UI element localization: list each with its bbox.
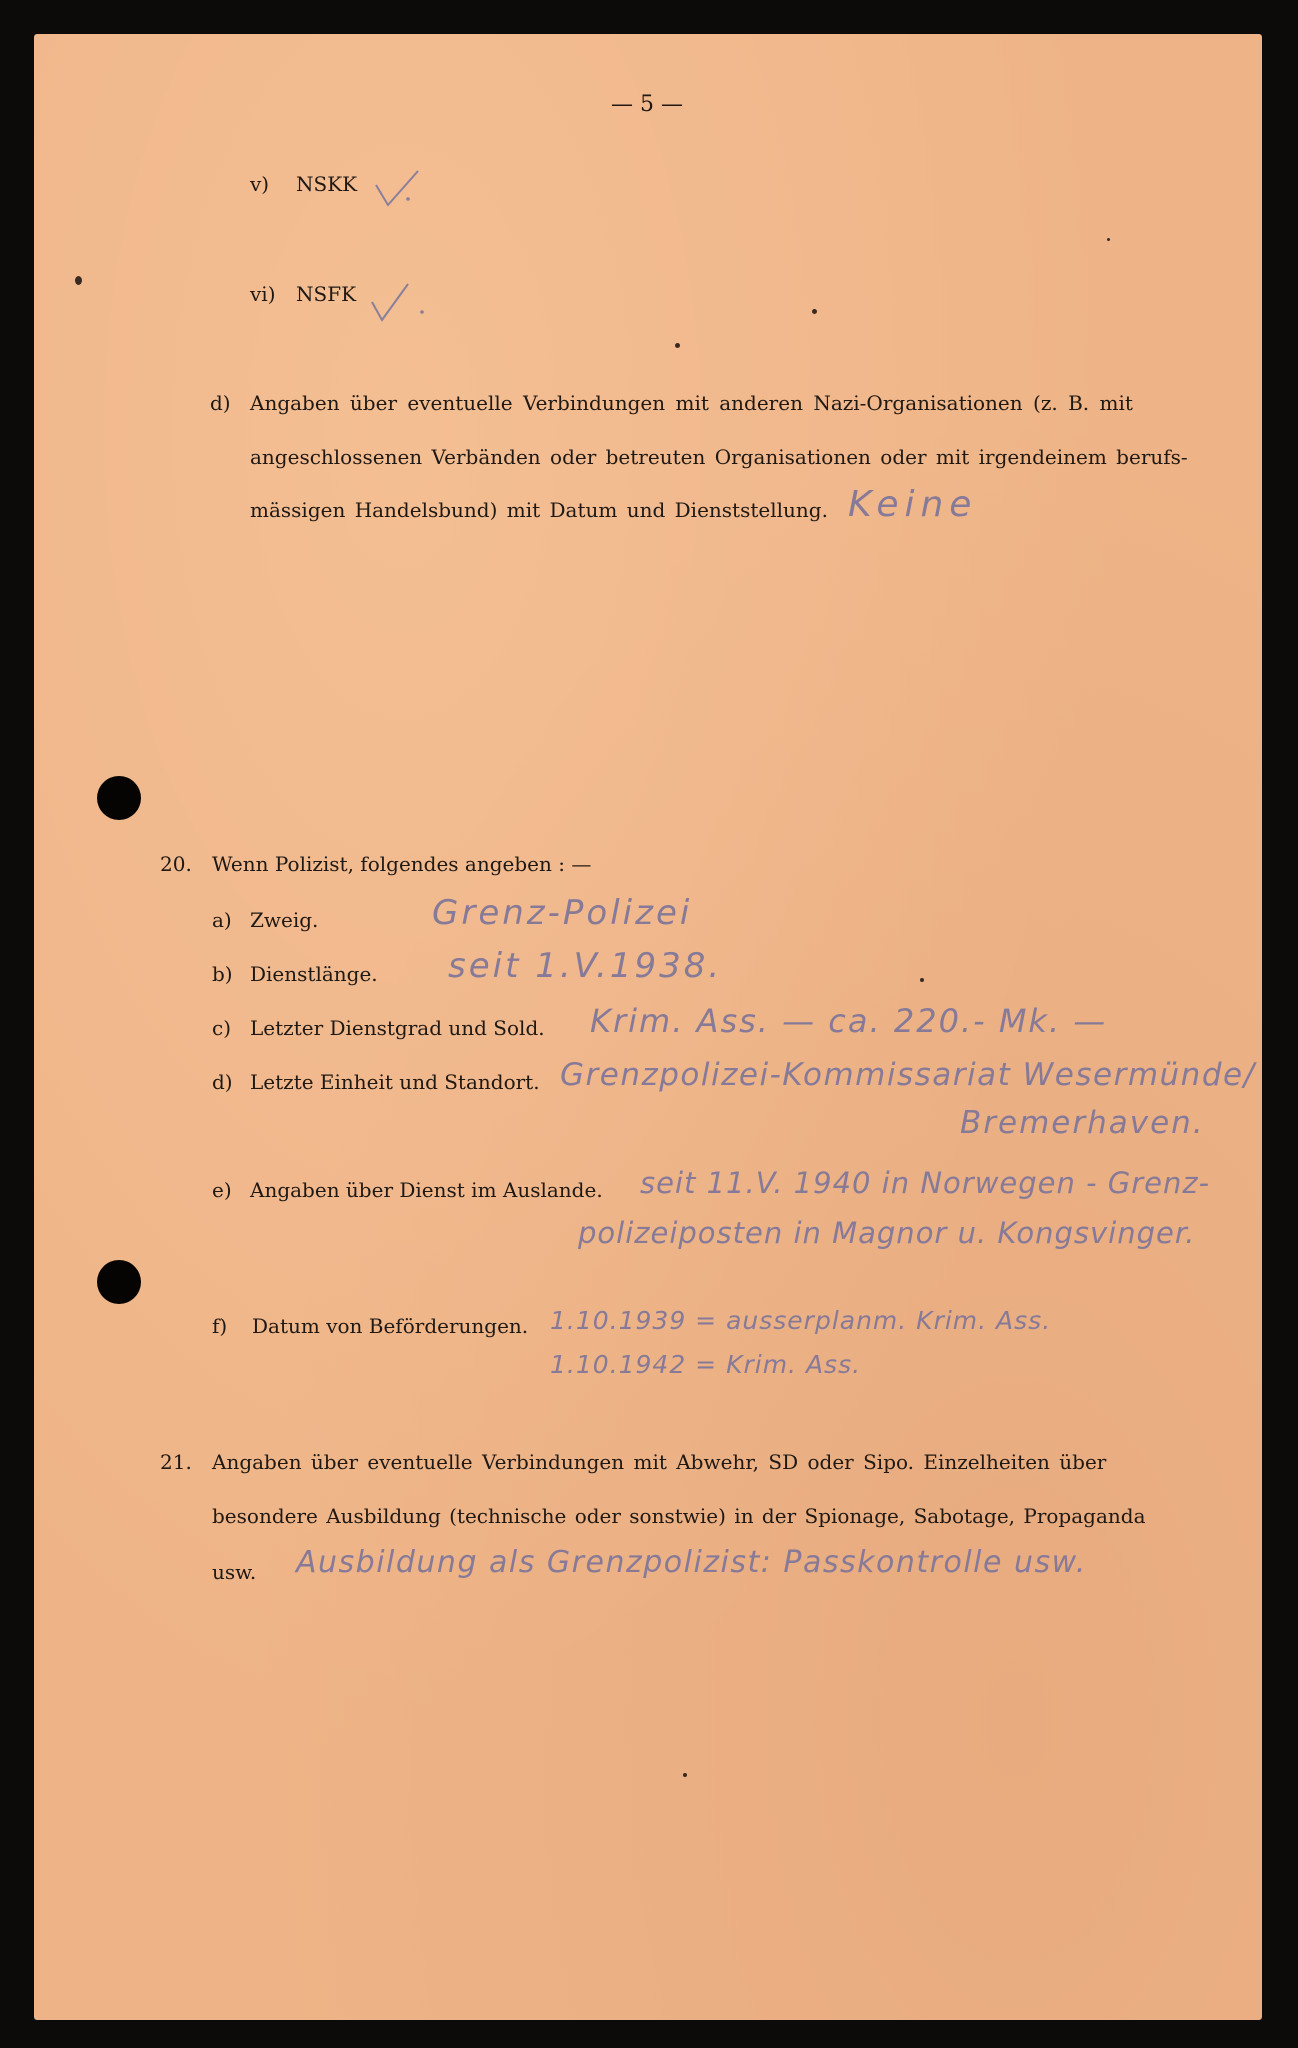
item-v-text: NSKK	[296, 172, 358, 196]
item-20a-text: Zweig.	[250, 908, 319, 932]
item-20f-label: f)	[212, 1314, 228, 1338]
item-20d-answer-line2: Bremerhaven.	[960, 1105, 1205, 1141]
paper-speck	[683, 1773, 687, 1777]
section-21-number: 21.	[160, 1450, 192, 1474]
item-20e-answer-line1: seit 11.V. 1940 in Norwegen - Grenz-	[640, 1166, 1211, 1200]
section-20-number: 20.	[160, 852, 192, 876]
item-d-line2: angeschlossenen Verbänden oder betreuten Organisationen oder mit irgendeinem berufs-	[250, 445, 1188, 469]
item-20a-label: a)	[212, 908, 232, 932]
item-20f-text: Datum von Beförderungen.	[252, 1314, 529, 1338]
section-21-line1: Angaben über eventuelle Verbindungen mit Abwehr, SD oder Sipo. Einzelheiten über	[212, 1450, 1107, 1474]
item-20d-text: Letzte Einheit und Standort.	[250, 1070, 540, 1094]
paper-speck	[1107, 238, 1110, 241]
item-20c-label: c)	[212, 1016, 232, 1040]
paper-speck	[920, 978, 924, 982]
item-20c-answer: Krim. Ass. — ca. 220.- Mk. —	[590, 1002, 1108, 1040]
item-d-line3: mässigen Handelsbund) mit Datum und Dienststellung.	[250, 498, 828, 522]
section-21-line2: besondere Ausbildung (technische oder sonstwie) in der Spionage, Sabotage, Propaganda	[212, 1504, 1146, 1528]
item-20a-answer: Grenz-Polizei	[432, 893, 693, 933]
section-21-answer: Ausbildung als Grenzpolizist: Passkontrolle usw.	[296, 1545, 1087, 1580]
item-20b-answer: seit 1.V.1938.	[448, 946, 723, 986]
checkmark-icon	[372, 163, 452, 211]
item-v-label: v)	[250, 172, 270, 196]
section-21-line3: usw.	[212, 1560, 257, 1584]
item-20e-answer-line2: polizeiposten in Magnor u. Kongsvinger.	[578, 1216, 1196, 1250]
item-d-line1: Angaben über eventuelle Verbindungen mit anderen Nazi-Organisationen (z. B. mit	[250, 391, 1133, 415]
item-20e-text: Angaben über Dienst im Auslande.	[250, 1178, 603, 1202]
paper-speck	[675, 343, 680, 348]
punch-hole-lower	[97, 1260, 141, 1304]
item-20d-label: d)	[212, 1070, 233, 1094]
item-20e-label: e)	[212, 1178, 232, 1202]
item-20f-answer-line2: 1.10.1942 = Krim. Ass.	[550, 1350, 862, 1379]
item-20b-label: b)	[212, 962, 233, 986]
item-vi-text: NSFK	[296, 282, 357, 306]
item-d-answer: Keine	[848, 484, 978, 525]
page-number: — 5 —	[611, 92, 683, 117]
checkmark-icon	[368, 278, 448, 326]
item-20f-answer-line1: 1.10.1939 = ausserplanm. Krim. Ass.	[550, 1306, 1052, 1335]
item-20c-text: Letzter Dienstgrad und Sold.	[250, 1016, 545, 1040]
item-20d-answer-line1: Grenzpolizei-Kommissariat Wesermünde/	[560, 1057, 1256, 1093]
paper-speck	[812, 309, 817, 314]
section-20-title: Wenn Polizist, folgendes angeben : —	[212, 852, 592, 876]
item-20b-text: Dienstlänge.	[250, 962, 378, 986]
item-vi-label: vi)	[250, 282, 276, 306]
paper-speck	[75, 276, 82, 285]
punch-hole-upper	[97, 776, 141, 820]
item-d-label: d)	[210, 391, 231, 415]
